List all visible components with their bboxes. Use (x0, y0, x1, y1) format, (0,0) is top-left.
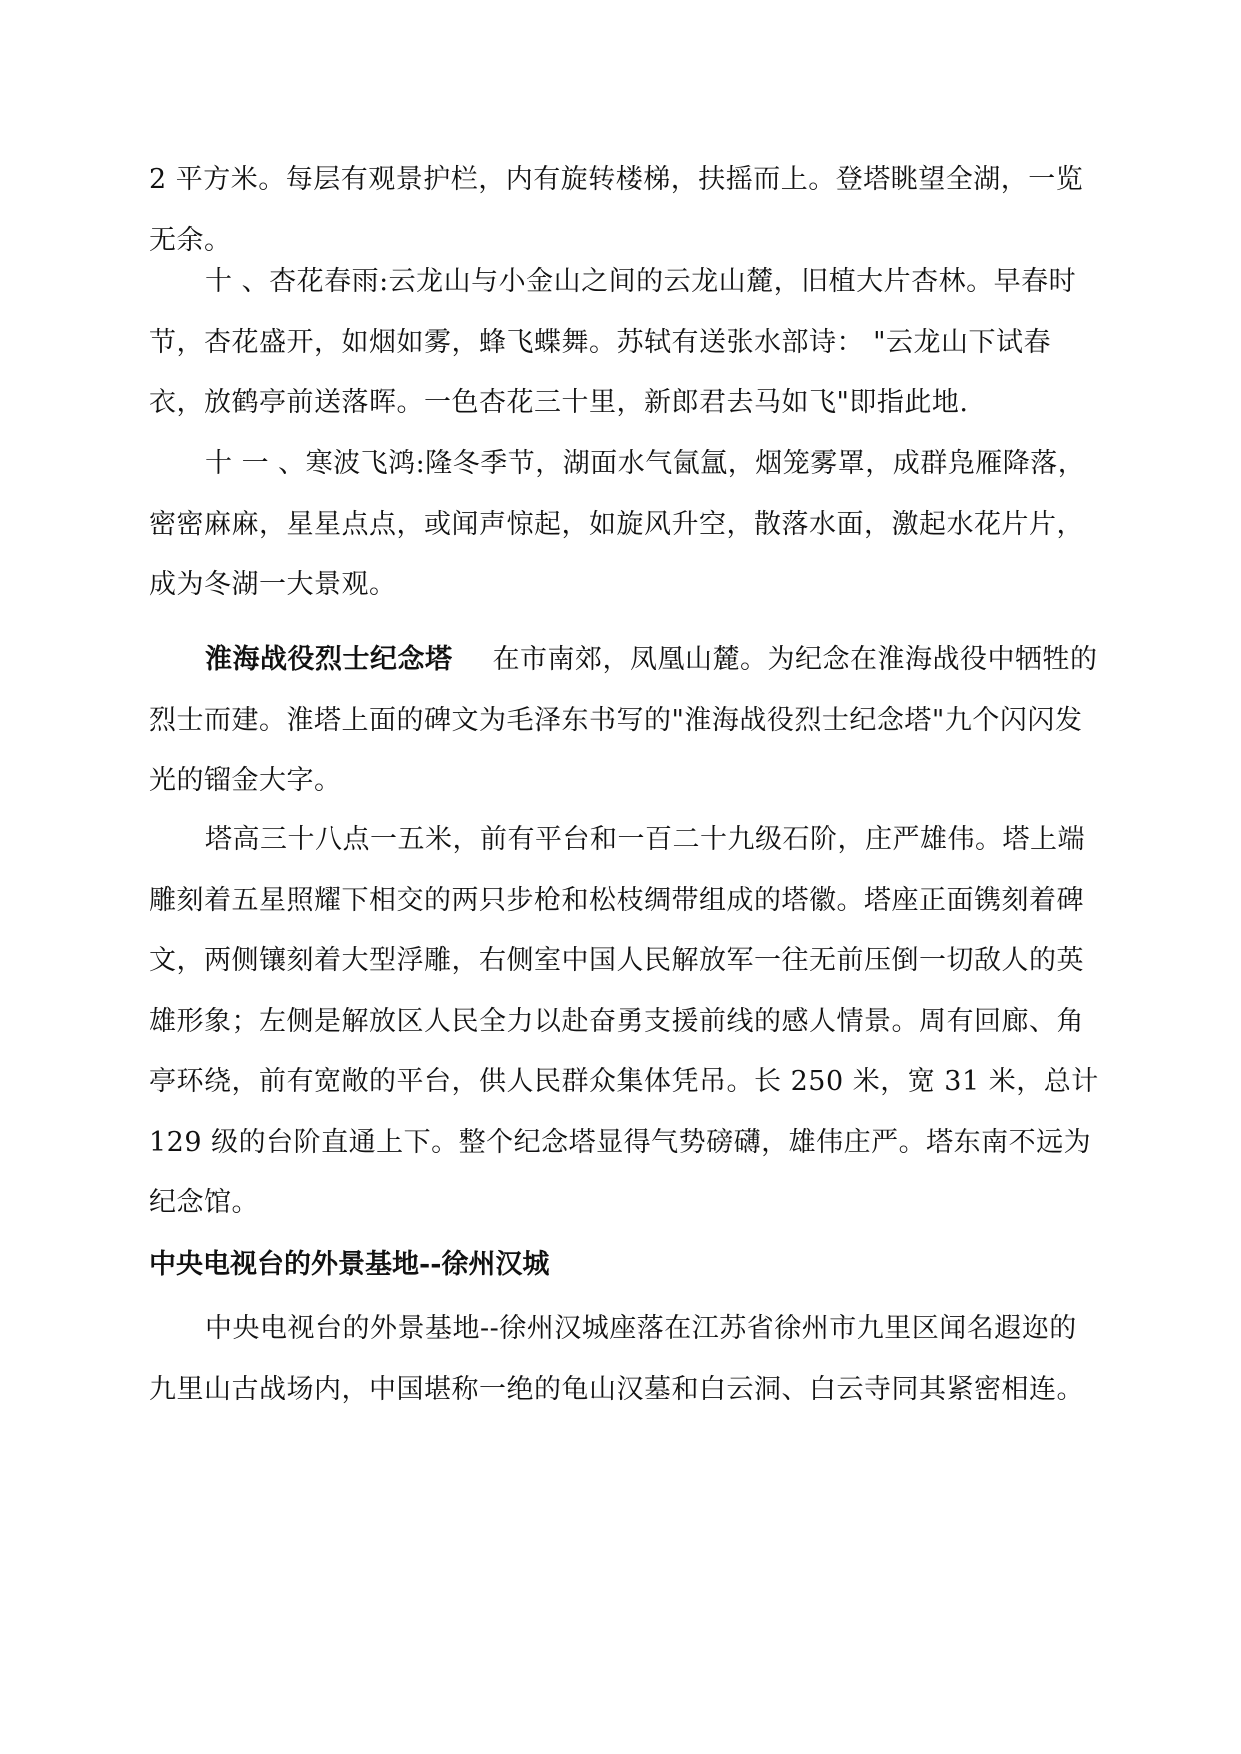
paragraph-text: 十 、杏花春雨:云龙山与小金山之间的云龙山麓，旧植大片杏林。早春时节，杏花盛开，如烟如雾，蜂飞蝶舞。苏轼有送张水部诗： "云龙山下试春衣，放鹤亭前送落晖。一色杏花三十里，新郎君去马如飞"即指此地. (149, 266, 1077, 418)
paragraph-text: 2 平方米。每层有观景护栏，内有旋转楼梯，扶摇而上。登塔眺望全湖，一览无余。 (149, 164, 1084, 256)
paragraph-text: 在市南郊，凤凰山麓。为纪念在淮海战役中牺牲的烈士而建。淮塔上面的碑文为毛泽东书写的"淮海战役烈士纪念塔"九个闪闪发光的镏金大字。 (149, 644, 1098, 796)
paragraph-huaihai-memorial (149, 630, 1099, 812)
paragraph-text: 塔高三十八点一五米，前有平台和一百二十九级石阶，庄严雄伟。塔上端雕刻着五星照耀下相交的两只步枪和松枝绸带组成的塔徽。塔座正面镌刻着碑文，两侧镶刻着大型浮雕，右侧室中国人民解放军一往无前压倒一切敌人的英雄形象；左侧是解放区人民全力以赴奋勇支援前线的感人情景。周有回廊、角亭环绕，前有宽敞的平台，供人民群众集体凭吊。长 250 米，宽 31 米，总计 129 级的台阶直通上下。整个纪念塔显得气势磅礴，雄伟庄严。塔东南不远为纪念馆。 (149, 824, 1099, 1218)
section-heading-han-city: 中央电视台的外景基地--徐州汉城 (149, 1249, 550, 1280)
paragraph-han-city (149, 1299, 1099, 1420)
paragraph-memorial-description (149, 810, 1099, 1234)
memorial-heading: 淮海战役烈士纪念塔 (205, 644, 453, 675)
paragraph-winter-wild-geese (149, 434, 1099, 616)
paragraph-text: 十 一 、寒波飞鸿:隆冬季节，湖面水气氤氲，烟笼雾罩，成群凫雁降落，密密麻麻，星星点点，或闻声惊起，如旋风升空，散落水面，激起水花片片，成为冬湖一大景观。 (149, 448, 1086, 600)
paragraph-apricot-spring-rain (149, 252, 1099, 434)
paragraph-text: 中央电视台的外景基地--徐州汉城座落在江苏省徐州市九里区闻名遐迩的九里山古战场内，中国堪称一绝的龟山汉墓和白云洞、白云寺同其紧密相连。 (149, 1313, 1084, 1405)
